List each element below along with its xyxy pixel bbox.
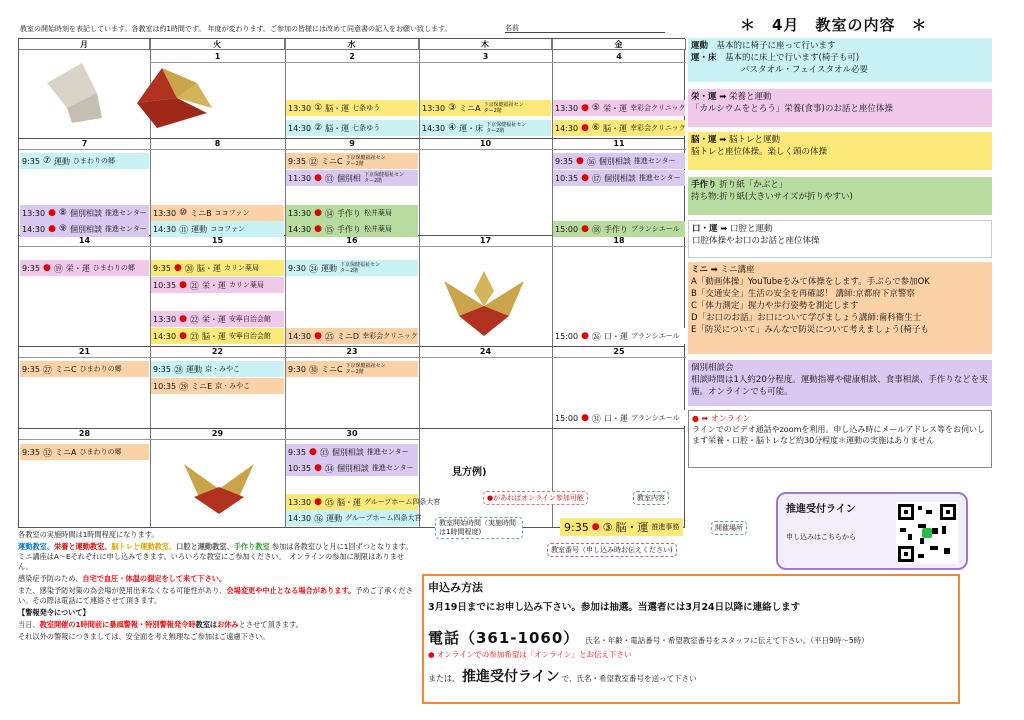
day-number: 30 — [285, 429, 419, 440]
day-number: 15 — [150, 236, 285, 247]
line-qr-box[interactable] — [776, 492, 968, 570]
weekday-tue: 火 — [150, 39, 285, 50]
day-number: 23 — [285, 347, 419, 358]
weekday-wed: 水 — [285, 39, 419, 50]
event-item[interactable]: 14:30 ⑪ 運動 ココファン — [151, 221, 284, 237]
day-number: 7 — [19, 139, 150, 150]
legend-exercise: 運動 基本的に椅子に座って行います 運・床 基本的に床上で行います(椅子も可) バスタオル・フェイスタオル必要 — [688, 38, 992, 82]
example-venue-label: 開催場所 — [711, 521, 747, 535]
event-item[interactable]: 13:30 ● ⑧ 個別相談 推進センター — [20, 205, 149, 221]
kabuto-origami-image — [27, 53, 217, 133]
event-item[interactable]: 13:30 ● ⑤ 栄・運 幸彩会クリニック — [553, 100, 685, 116]
event-item[interactable]: 14:30 ● ⑮ 手作り 松井薬局 — [286, 221, 418, 237]
event-item[interactable]: 9:35 ⑦ 運動 ひまわりの郷 — [20, 153, 149, 169]
qr-title: 推進受付ライン — [786, 504, 856, 515]
legend-nutrition: 栄・運 ➡ 栄養と運動 「カルシウムをとろう」栄養(食事)のお話と座位体操 — [688, 89, 992, 127]
event-item[interactable]: 13:30 ● ⑭ 手作り 松井薬局 — [286, 205, 418, 221]
apply-line: または、 推進受付ライン で、氏名・希望教室番号を送って下さい — [428, 669, 697, 685]
event-item[interactable]: 9:35 ㉜ ミニA ひまわりの郷 — [20, 444, 149, 460]
kabuto-origami-image — [169, 449, 269, 519]
day-number: 10 — [419, 139, 552, 150]
event-item[interactable]: 14:30 ● ㉕ ミニD 幸彩会クリニック — [286, 328, 418, 344]
example-content-label: 教室内容 — [633, 491, 669, 505]
legend-craft: 手作り 折り紙「かぶと」 持ち物:折り紙(大きいサイズが折りやすい) — [688, 177, 992, 215]
example-start-label: 教室開始時間（実施時間は1時間程度) — [435, 517, 523, 539]
day-number: 24 — [419, 347, 552, 358]
qr-sub: 申し込みはこちらから — [786, 533, 856, 541]
weekday-mon: 月 — [19, 39, 150, 50]
day-number: 29 — [150, 429, 285, 440]
day-number: 28 — [19, 429, 150, 440]
name-field[interactable] — [505, 23, 665, 33]
event-item[interactable]: 13:30 ● ㉟ 脳・運 グループホーム四条大宮 — [286, 494, 418, 510]
example-number-label: 教室番号（申し込み時お伝えください) — [547, 543, 677, 557]
day-number: 9 — [285, 139, 419, 150]
event-item[interactable]: 15:00 ● ㉛ 口・運 ブランシエール — [553, 410, 685, 426]
name-label: 名前 — [505, 24, 519, 32]
application-section — [422, 574, 960, 704]
event-item[interactable]: 10:35 ㉙ ミニE 京・みやこ — [151, 378, 284, 394]
event-item[interactable]: 14:30 ④ 運・床 下京保健福祉センター2階 — [420, 120, 551, 136]
event-item[interactable]: 14:30 ② 脳・運 七条ゆう — [286, 120, 418, 136]
info-line: 【警報発令について】 — [18, 608, 90, 617]
event-item[interactable]: 9:35 ● ⑳ 脳・運 カリン薬局 — [151, 260, 284, 276]
apply-deadline: 3月19日までにお申し込み下さい。参加は抽選。当選者には3月24日以降に連絡します — [428, 602, 801, 613]
legend-brain: 脳・運 ➡ 脳トレと運動 脳トレと座位体操。楽しく頭の体操 — [688, 132, 992, 170]
legend-mini: ミニ ➡ ミニ講座 A「動画体操」YouTubeをみて体操をします。手ぶらで参加OK B「交通安全」生活の安全を再確認！ 講師:京都府下京警察 C「体力測定」握力や歩行姿勢を測定します D「お口のお話」お口について学びましょう講師:歯科衛生士 E「防災について」みんなで防災について考えましょう(椅子も — [688, 262, 992, 354]
info-line: 運動教室、栄養と運動教室、脳トレと運動教室、口腔と運動教室、手作り教室 参加は各教室ひと月に1回ずつとなります。ミニ講座はA～Eそれぞれに申し込みできます。いろいろな教室にご参加ください。 オンラインの参加に制限はありません。 — [18, 542, 413, 571]
info-line: 当日、教室開催の1時間前に暴風警報・特別警報発令時教室はお休みとさせて頂きます。 — [18, 620, 303, 629]
event-item[interactable]: 13:30 ① 脳・運 七条ゆう — [286, 100, 418, 116]
kabuto-origami-image — [424, 261, 546, 341]
info-line: 各教室の実施時間は1時間程度になります。 — [18, 530, 159, 539]
day-number: 14 — [19, 236, 150, 247]
event-item[interactable]: 9:35 ● ⑯ 個別相談 推進センター — [553, 153, 685, 169]
event-item[interactable]: 15:00 ● ㉖ 口・運 ブランシエール — [553, 328, 685, 344]
online-note: ● オンラインでの参加希望は「オンライン」とお伝え下さい — [428, 650, 632, 659]
info-line: 感染症予防のため、自宅で血圧・体温の測定をして来て下さい。 — [18, 574, 227, 583]
event-item[interactable]: 10:35 ● ㉞ 個別相談 推進センター — [286, 460, 418, 476]
day-number: 16 — [285, 236, 419, 247]
info-section — [18, 530, 418, 644]
legend-online: ● ➡ オンライン ラインでのビデオ通話やzoomを利用。申し込み時にメールアドレス等をお伺いします栄養・口腔・脳トレなど約30分程度＊運動の実施はありません — [688, 410, 992, 468]
apply-title: 申込み方法 — [428, 581, 483, 594]
day-number: 17 — [419, 236, 552, 247]
event-item[interactable]: 14:30 ● ㉓ 脳・運 安寧自治会館 — [151, 328, 284, 344]
info-line: それ以外の警報につきましては、安全面を考え無理なご参加はご遠慮下さい。 — [18, 632, 270, 641]
day-number: 11 — [552, 139, 686, 150]
legend-mouth: 口・運 ➡ 口腔と運動 口腔体操やお口のお話と座位体操 — [688, 220, 992, 258]
example-diagram — [435, 475, 765, 575]
info-line: また、感染予防対策の為会場が使用出来なくなる可能性があり、会場変更や中止となる場合があります。予めご了承ください。その際は電話にて連絡させて頂きます。 — [18, 586, 413, 605]
day-number: 21 — [19, 347, 150, 358]
event-item[interactable]: 9:35 ● ㉝ 個別相談 推進センター — [286, 444, 418, 460]
event-item[interactable]: 9:30 ㉚ ミニC 下京保健福祉センター2階 — [286, 361, 418, 377]
qr-code-icon[interactable] — [896, 502, 958, 564]
event-item[interactable]: 14:30 ● ⑥ 脳・運 幸彩会クリニック — [553, 120, 685, 136]
event-item[interactable]: 14:30 ● ⑨ 個別相談 推進センター — [20, 221, 149, 237]
example-event: 9:35 ● ③ 脳・運 推進事務 — [560, 518, 683, 536]
legend-consult: 個別相談会 相談時間は1人約20分程度。運動指導や健康相談、食事相談、手作りなどを実施。オンラインでも可能。 — [688, 360, 992, 406]
header-notice: 教室の開始時刻を表記しています。各教室は約1時間です。 年度が変わります。ご参加の皆様には改めて同意書の記入をお願い致します。 — [20, 25, 452, 33]
event-item[interactable]: 10:35 ● ㉑ 栄・運 カリン薬局 — [151, 277, 284, 293]
tel-number[interactable]: 電話（361-1060） — [428, 629, 580, 647]
event-item[interactable]: 13:30 ● ㉒ 栄・運 安寧自治会館 — [151, 311, 284, 327]
event-item[interactable]: 9:35 ㉘ 運動 京・みやこ — [151, 361, 284, 377]
event-item[interactable]: 10:35 ● ⑰ 個別相談 推進センター — [553, 170, 685, 186]
page-title: ＊ 4月 教室の内容 ＊ — [740, 16, 928, 34]
event-item[interactable]: 11:30 ● ⑬ 個別相 下京保健福祉センター2階 — [286, 170, 418, 186]
example-title: 見方例) — [452, 467, 487, 478]
event-item[interactable]: 14:30 ㊱ 運動 グループホーム四条大宮 — [286, 510, 418, 526]
day-number: 22 — [150, 347, 285, 358]
weekday-fri: 金 — [552, 39, 686, 50]
day-number: 3 — [419, 52, 552, 63]
day-number: 4 — [552, 52, 686, 63]
day-number: 25 — [552, 347, 686, 358]
event-item[interactable]: 9:35 ⑫ ミニC 下京保健福祉センター2階 — [286, 153, 418, 169]
day-number: 2 — [285, 52, 419, 63]
calendar — [18, 38, 685, 528]
apply-tel: 電話（361-1060） 氏名・年齢・電話番号・希望教室番号をスタッフに伝えて下さい。（平日9時～5時） — [428, 629, 869, 647]
event-item[interactable]: 9:35 ● ⑲ 栄・運 ひまわりの郷 — [20, 260, 149, 276]
day-number: 8 — [150, 139, 285, 150]
day-number: 1 — [150, 52, 285, 63]
event-item[interactable]: 15:00 ● ⑱ 手作り ブランシエール — [553, 221, 685, 237]
weekday-thu: 木 — [419, 39, 552, 50]
example-online-label: ●があればオンライン参加可能 — [483, 491, 588, 505]
event-item[interactable]: 13:30 ③ ミニA 下京保健福祉センター2階 — [420, 100, 551, 116]
event-item[interactable]: 13:30 ⑩ ミニB ココファン — [151, 205, 284, 221]
event-item[interactable]: 9:30 ㉔ 運動 下京保健福祉センター2階 — [286, 260, 418, 276]
day-number: 18 — [552, 236, 686, 247]
event-item[interactable]: 9:35 ㉗ ミニC ひまわりの郷 — [20, 361, 149, 377]
